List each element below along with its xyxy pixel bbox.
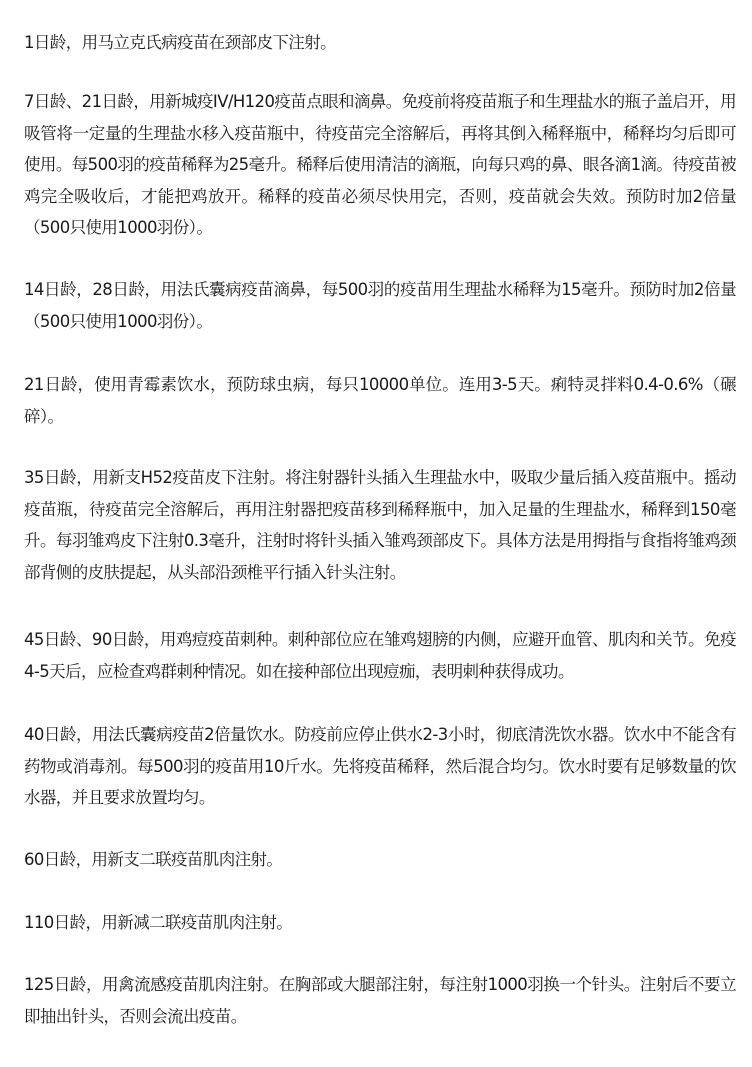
- paragraph-day-60: 60日龄，用新支二联疫苗肌肉注射。: [24, 850, 283, 869]
- paragraph-day-125: 125日龄，用禽流感疫苗肌肉注射。在胸部或大腿部注射，每注射1000羽换一个针头。注射后不要立即抽出针头，否则会流出疫苗。: [24, 975, 736, 1026]
- paragraph-day-7-21: 7日龄、21日龄，用新城疫IV/H120疫苗点眼和滴鼻。免疫前将疫苗瓶子和生理盐水的瓶子盖启开，用吸管将一定量的生理盐水移入疫苗瓶中，待疫苗完全溶解后，再将其倒入稀释瓶中，稀释均匀后即可使用。每500羽的疫苗稀释为25毫升。稀释后使用清洁的滴瓶，向每只鸡的鼻、眼各滴1滴。待疫苗被鸡完全吸收后，才能把鸡放开。稀释的疫苗必须尽快用完，否则，疫苗就会失效。预防时加2倍量（500只使用1000羽份）。: [24, 92, 736, 237]
- paragraph-day-35: 35日龄，用新支H52疫苗皮下注射。将注射器针头插入生理盐水中，吸取少量后插入疫苗瓶中。摇动疫苗瓶，待疫苗完全溶解后，再用注射器把疫苗移到稀释瓶中，加入足量的生理盐水，稀释到150毫升。每羽雏鸡皮下注射0.3毫升，注射时将针头插入雏鸡颈部皮下。具体方法是用拇指与食指将雏鸡颈部背侧的皮肤提起，从头部沿颈椎平行插入针头注射。: [24, 468, 736, 582]
- paragraph-day-110: 110日龄，用新减二联疫苗肌肉注射。: [24, 913, 293, 932]
- paragraph-day-21: 21日龄，使用青霉素饮水，预防球虫病，每只10000单位。连用3-5天。痢特灵拌料0.4-0.6%（碾碎）。: [24, 375, 736, 426]
- paragraph-day-45-90: 45日龄、90日龄，用鸡痘疫苗刺种。刺种部位应在雏鸡翅膀的内侧，应避开血管、肌肉和关节。免疫4-5天后，应检查鸡群刺种情况。如在接种部位出现痘痂，表明刺种获得成功。: [24, 630, 736, 681]
- paragraph-day-40: 40日龄，用法氏囊病疫苗2倍量饮水。防疫前应停止供水2-3小时，彻底清洗饮水器。饮水中不能含有药物或消毒剂。每500羽的疫苗用10斤水。先将疫苗稀释，然后混合均匀。饮水时要有足够数量的饮水器，并且要求放置均匀。: [24, 725, 736, 807]
- paragraph-day-1: 1日龄，用马立克氏病疫苗在颈部皮下注射。: [24, 33, 336, 52]
- paragraph-day-14-28: 14日龄，28日龄，用法氏囊病疫苗滴鼻，每500羽的疫苗用生理盐水稀释为15毫升。预防时加2倍量（500只使用1000羽份）。: [24, 280, 736, 331]
